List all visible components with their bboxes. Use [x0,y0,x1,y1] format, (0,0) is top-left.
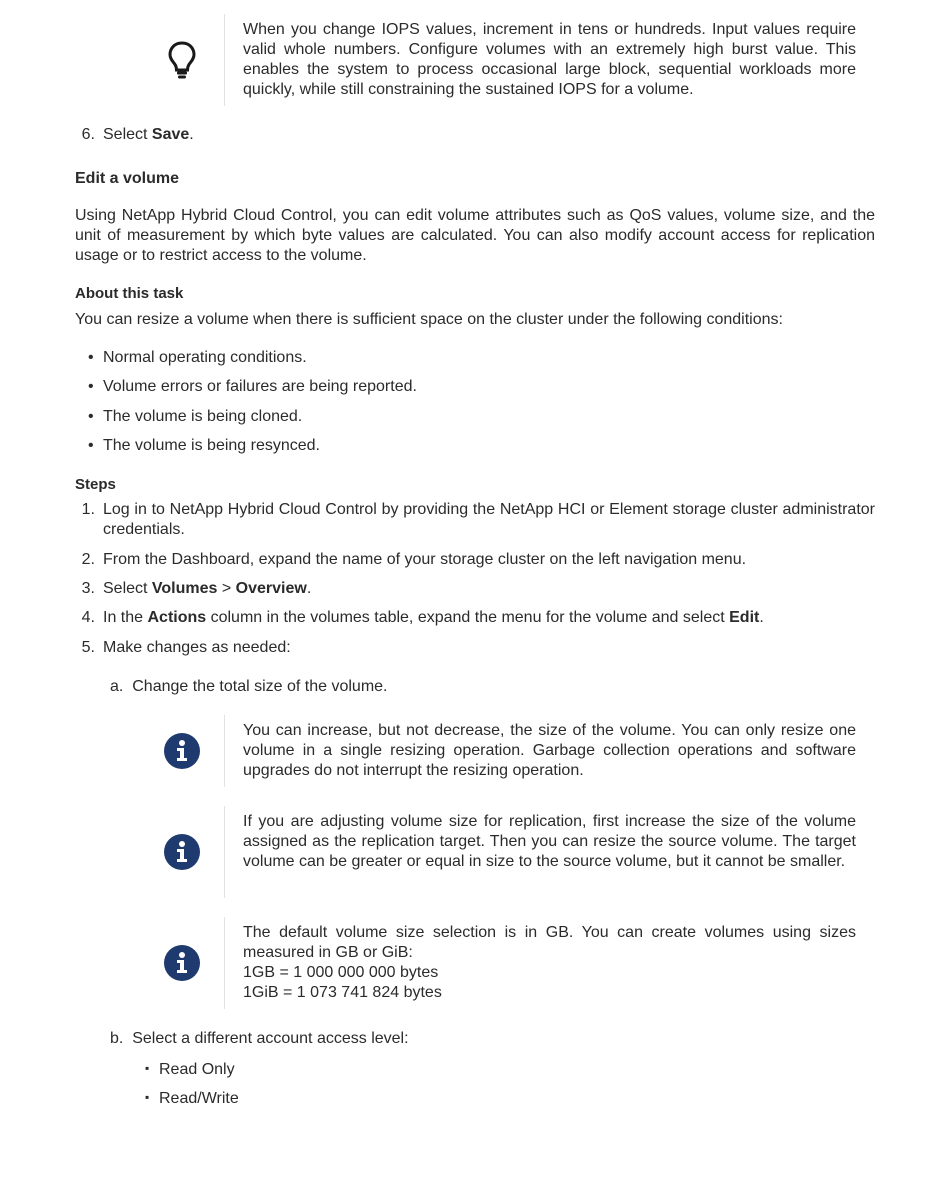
list-item: • Volume errors or failures are being reported. [88,378,417,395]
list-item: • The volume is being cloned. [88,408,303,425]
list-item: • Normal operating conditions. [88,349,307,366]
about-lead: You can resize a volume when there is sufficient space on the cluster under the following conditions: [75,311,783,328]
note-admonition [140,806,856,898]
step-4: 4. In the Actions column in the volumes table, expand the menu for the volume and select Edit. [81,609,764,626]
tip-admonition [140,14,856,106]
step-3: 3. Select Volumes > Overview. [81,580,312,597]
section-intro: Using NetApp Hybrid Cloud Control, you can edit volume attributes such as QoS values, volume size, and the unit of measurement by which byte values are calculated. You can also modify account access for replication usage or to restrict access to the volume. [75,207,875,264]
tip-text: When you change IOPS values, increment in tens or hundreds. Input values require valid whole numbers. Configure volumes with an extremely high burst value. This enables the system to process occasional large block, sequential workloads more quickly, while still constraining the sustained IOPS for a volume. [243,21,856,98]
note-admonition [140,715,856,787]
list-item: ▪ Read Only [145,1061,235,1078]
list-item: • The volume is being resynced. [88,437,320,454]
step-6: 6. Select Save. [81,126,194,143]
substep-b: b. Select a different account access level: [110,1030,409,1047]
info-icon [140,917,225,1009]
note-admonition [140,917,856,1009]
section-title: Edit a volume [75,170,180,187]
step-5: 5. Make changes as needed: [81,639,291,656]
save-label: Save [151,126,190,143]
step-2: 2. From the Dashboard, expand the name of your storage cluster on the left navigation menu. [81,551,747,568]
lightbulb-icon [140,14,225,106]
note-text: You can increase, but not decrease, the size of the volume. You can only resize one volume in a single resizing operation. Garbage collection operations and software upgrades do not interrupt the resizing operation. [243,722,856,779]
note-text: If you are adjusting volume size for replication, first increase the size of the volume assigned as the replication target. Then you can resize the source volume. The target volume can be greater or equal in size to the source volume, but it cannot be smaller. [243,813,856,870]
info-icon [140,715,225,787]
note-text: The default volume size selection is in GB. You can create volumes using sizes measured in GB or GiB: 1GB = 1 000 000 000 bytes 1GiB = 1 073 741 824 bytes [243,924,856,1001]
substep-a: a. Change the total size of the volume. [110,678,388,695]
list-item: ▪ Read/Write [145,1090,239,1107]
steps-heading: Steps [75,476,116,493]
info-icon [140,806,225,898]
step-1: 1. Log in to NetApp Hybrid Cloud Control by providing the NetApp HCI or Element storage cluster administrator credentials. [81,501,875,538]
about-heading: About this task [75,285,184,302]
